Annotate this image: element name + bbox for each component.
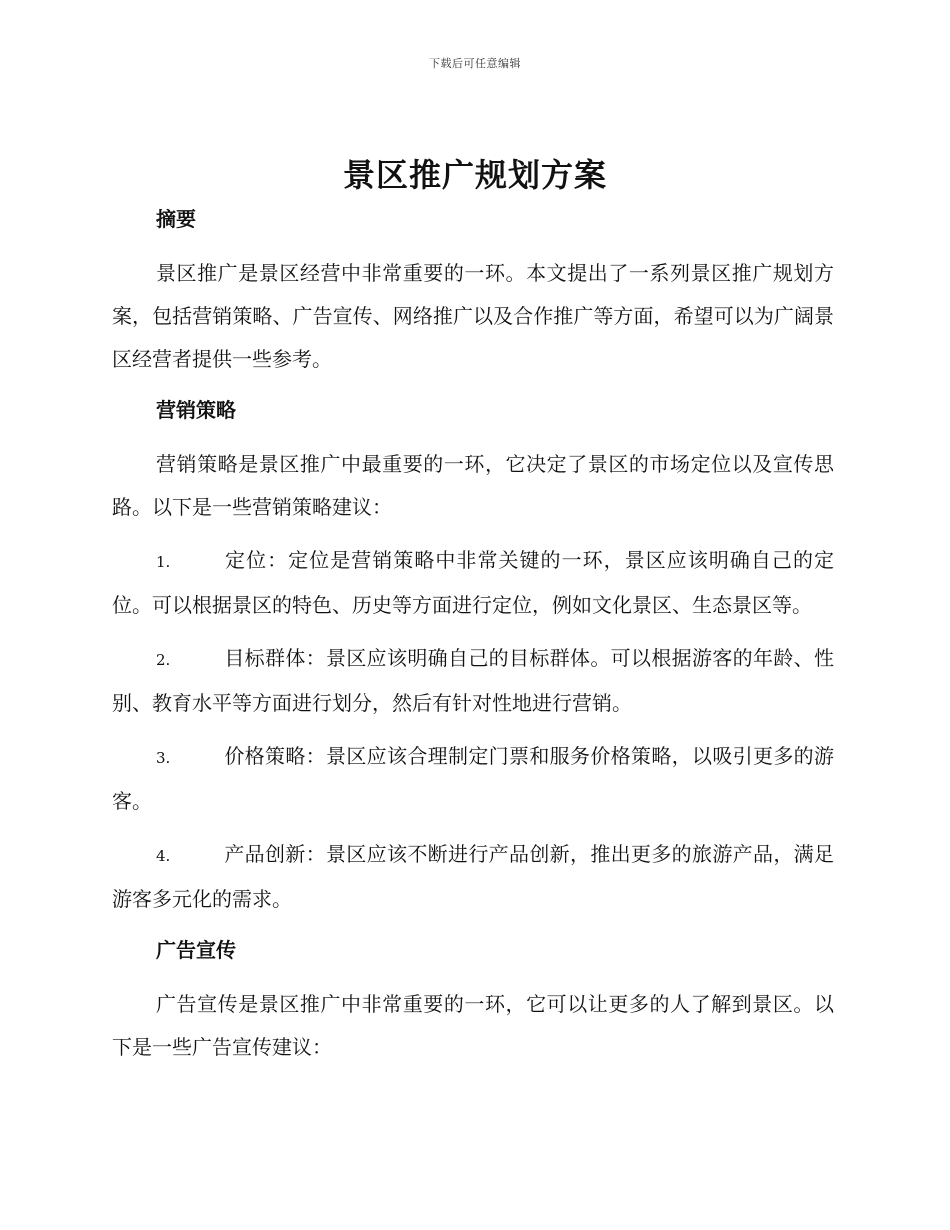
advertising-heading: 广告宣传	[156, 938, 236, 962]
list-item	[112, 833, 834, 921]
list-item	[112, 735, 834, 823]
marketing-heading: 营销策略	[156, 398, 236, 422]
list-item-number: 3.	[156, 749, 171, 767]
page-header-note: 下载后可任意编辑	[429, 57, 521, 70]
list-item	[112, 539, 834, 627]
abstract-paragraph: 景区推广是景区经营中非常重要的一环。本文提出了一系列景区推广规划方案，包括营销策略、广告宣传、网络推广以及合作推广等方面，希望可以为广阔景区经营者提供一些参考。	[112, 261, 834, 371]
list-item-text: 价格策略：景区应该合理制定门票和服务价格策略，以吸引更多的游客。	[112, 744, 834, 813]
list-item-number: 2.	[156, 651, 171, 669]
list-item	[112, 637, 834, 725]
document-body	[112, 200, 834, 1079]
list-item-number: 4.	[156, 847, 171, 865]
document-title: 景区推广规划方案	[342, 156, 607, 194]
list-item-text: 定位：定位是营销策略中非常关键的一环，景区应该明确自己的定位。可以根据景区的特色、历史等方面进行定位，例如文化景区、生态景区等。	[112, 548, 834, 617]
advertising-intro-paragraph: 广告宣传是景区推广中非常重要的一环，它可以让更多的人了解到景区。以下是一些广告宣传建议：	[112, 992, 834, 1059]
marketing-intro-paragraph: 营销策略是景区推广中最重要的一环，它决定了景区的市场定位以及宣传思路。以下是一些营销策略建议：	[112, 452, 834, 519]
list-item-text: 产品创新：景区应该不断进行产品创新，推出更多的旅游产品，满足游客多元化的需求。	[112, 842, 834, 911]
abstract-heading: 摘要	[156, 207, 196, 231]
list-item-number: 1.	[156, 553, 171, 571]
list-item-text: 目标群体：景区应该明确自己的目标群体。可以根据游客的年龄、性别、教育水平等方面进行划分，然后有针对性地进行营销。	[112, 646, 834, 715]
